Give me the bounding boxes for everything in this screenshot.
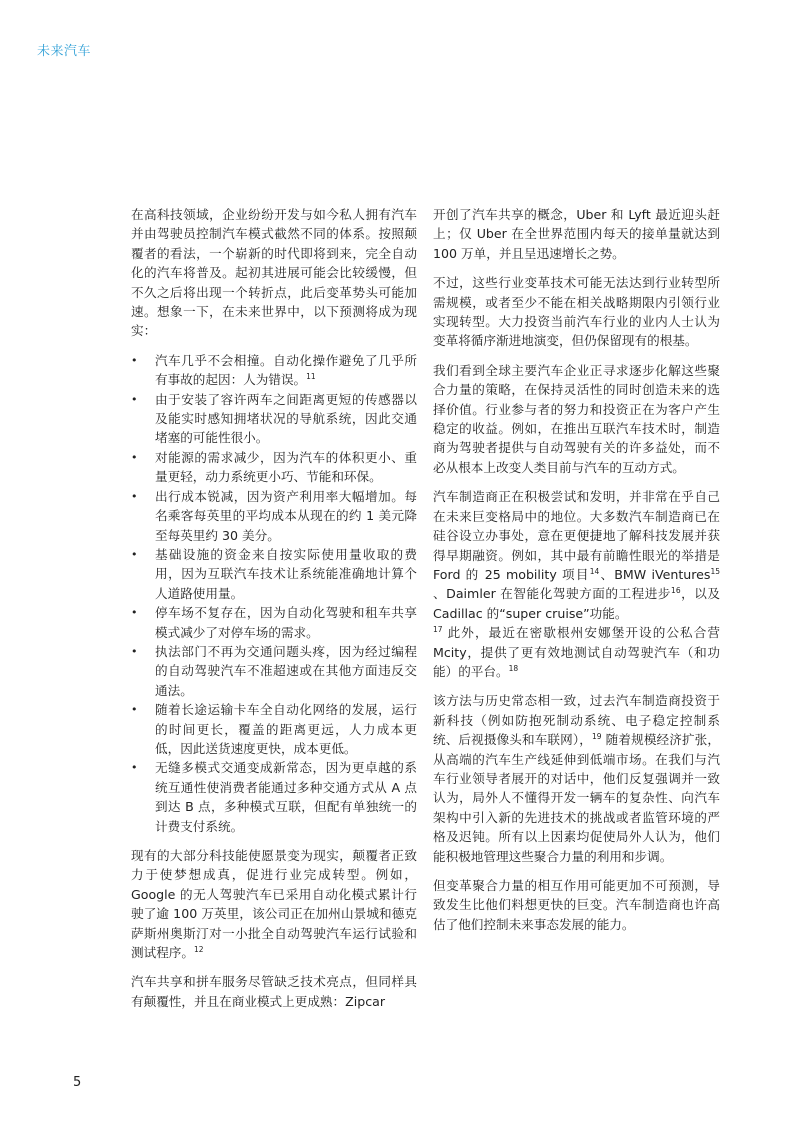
footnote-ref: 11 bbox=[306, 372, 316, 382]
list-item bbox=[131, 758, 417, 836]
list-item-text: 出行成本锐减，因为资产利用率大幅增加。每名乘客每英里的平均成本从现在的约 1 美元降至每英里约 30 美分。 bbox=[155, 488, 417, 543]
paragraph-text: 、BMW iVentures bbox=[599, 566, 711, 582]
page-number: 5 bbox=[73, 1075, 82, 1090]
paragraph-text: 该方法与历史常态相一致，过去汽车制造商投资于新科技（例如防抱死制动系统、电子稳定控制系统、后视摄像头和车联网）， bbox=[433, 693, 720, 748]
right-column bbox=[433, 205, 720, 944]
bullet-icon: • bbox=[131, 353, 138, 367]
bullet-icon: • bbox=[131, 703, 138, 717]
google-paragraph bbox=[131, 846, 417, 962]
paragraph-text: 汽车制造商正在积极尝试和发明，并非常在乎自己在未来巨变格局中的地位。大多数汽车制造商已在硅谷设立办事处，意在更便捷地了解科技发展并获得早期融资。例如，其中最有前瞻性眼光的举措是 Ford 的 25 mobility 项目 bbox=[433, 489, 720, 582]
bullet-icon: • bbox=[131, 644, 138, 658]
list-item bbox=[131, 603, 417, 642]
list-item bbox=[131, 390, 417, 448]
list-item bbox=[131, 448, 417, 487]
list-item-text: 由于安装了容许两车之间距离更短的传感器以及能实时感知拥堵状况的导航系统，因此交通堵塞的可能性很小。 bbox=[155, 391, 417, 446]
history-paragraph bbox=[433, 691, 720, 866]
continued-paragraph: 开创了汽车共享的概念，Uber 和 Lyft 最近迎头赶上；仅 Uber 在全世界范围内每天的接单量就达到 100 万单，并且呈迅速增长之势。 bbox=[433, 207, 720, 261]
conclusion-paragraph: 但变革聚合力量的相互作用可能更加不可预测，导致发生比他们料想更快的巨变。汽车制造商也许高估了他们控制未来事态发展的能力。 bbox=[433, 878, 720, 932]
transformation-paragraph: 不过，这些行业变革技术可能无法达到行业转型所需规模，或者至少不能在相关战略期限内引领行业实现转型。大力投资当前汽车行业的业内人士认为变革将循序渐进地演变，但仍保留现有的根基。 bbox=[433, 275, 720, 349]
strategy-paragraph: 我们看到全球主要汽车企业正寻求逐步化解这些聚合力量的策略，在保持灵活性的同时创造未来的选择价值。行业参与者的努力和投资正在为客户产生稳定的收益。例如，在推出互联汽车技术时，制造商为驾驶者提供与自动驾驶有关的许多益处，而不必从根本上改变人类目前与汽车的互动方式。 bbox=[433, 362, 720, 475]
list-item bbox=[131, 545, 417, 603]
bullet-icon: • bbox=[131, 450, 138, 464]
car-sharing-paragraph: 汽车共享和拼车服务尽管缺乏技术亮点，但同样具有颠覆性，并且在商业模式上更成熟：Zipcar bbox=[131, 974, 417, 1009]
intro-paragraph: 在高科技领域，企业纷纷开发与如今私人拥有汽车并由驾驶员控制汽车模式截然不同的体系。按照颠覆者的看法，一个崭新的时代即将到来，完全自动化的汽车将普及。起初其进展可能会比较缓慢，但不久之后将出现一个转折点，此后变革势头可能加速。想象一下，在未来世界中，以下预测将成为现实： bbox=[131, 207, 417, 339]
list-item-text: 执法部门不再为交通问题头疼，因为经过编程的自动驾驶汽车不准超速或在其他方面违反交通法。 bbox=[155, 643, 417, 698]
bullet-icon: • bbox=[131, 489, 138, 503]
paragraph-text: ，以及 Cadillac 的“super cruise”功能。 bbox=[433, 586, 720, 621]
list-item-text: 汽车几乎不会相撞。自动化操作避免了几乎所有事故的起因：人为错误。 bbox=[155, 352, 417, 388]
bullet-icon: • bbox=[131, 392, 138, 406]
list-item bbox=[131, 351, 417, 390]
list-item-text: 停车场不复存在，因为自动化驾驶和租车共享模式减少了对停车场的需求。 bbox=[155, 605, 417, 640]
list-item-text: 无缝多模式交通变成新常态，因为更卓越的系统互通性使消费者能通过多种交通方式从 A 点到达 B 点，多种模式互联，但配有单独统一的计费支付系统。 bbox=[155, 760, 417, 834]
header-title: 未来汽车 bbox=[37, 44, 92, 59]
list-item bbox=[131, 642, 417, 700]
bullet-icon: • bbox=[131, 606, 138, 620]
list-item-text: 随着长途运输卡车全自动化网络的发展，运行的时间更长，覆盖的距离更远，人力成本更低，因此送货速度更快，成本更低。 bbox=[155, 702, 417, 756]
footnote-ref: 17 bbox=[433, 624, 443, 634]
paragraph-text: 此外，最近在密歇根州安娜堡开设的公私合营 Mcity，提供了更有效地测试自动驾驶汽车（和功能）的平台。 bbox=[433, 625, 720, 679]
footnote-ref: 16 bbox=[671, 586, 681, 596]
left-column bbox=[131, 205, 417, 1021]
bullet-icon: • bbox=[131, 761, 138, 775]
footnote-ref: 18 bbox=[508, 663, 519, 673]
footnote-ref: 19 bbox=[592, 731, 602, 741]
footnote-ref: 15 bbox=[710, 566, 720, 576]
list-item-text: 对能源的需求减少，因为汽车的体积更小、重量更轻，动力系统更小巧、节能和环保。 bbox=[155, 449, 417, 485]
footnote-ref: 12 bbox=[193, 944, 204, 954]
list-item bbox=[131, 487, 417, 545]
paragraph-text: 现有的大部分科技能使愿景变为现实，颠覆者正致力于使梦想成真，促进行业完成转型。例如，Google 的无人驾驶汽车已采用自动化模式累计行驶了逾 100 万英里，该公司正在加州山景城和德克萨斯州奥斯汀对一小批全自动驾驶汽车运行试验和测试程序。 bbox=[131, 848, 417, 961]
bullet-icon: • bbox=[131, 547, 138, 561]
paragraph-text: 随着规模经济扩张，从高端的汽车生产线延伸到低端市场。在我们与汽车行业领导者展开的对话中，他们反复强调并一致认为，局外人不懂得开发一辆车的复杂性、向汽车架构中引入新的先进技术的挑战或者监管环境的严格及迟钝。所有以上因素均促使局外人认为，他们能积极地管理这些聚合力量的利用和步调。 bbox=[433, 732, 720, 864]
automaker-paragraph bbox=[433, 487, 720, 681]
list-item bbox=[131, 700, 417, 758]
paragraph-text: 、Daimler 在智能化驾驶方面的工程进步 bbox=[433, 586, 672, 602]
footnote-ref: 14 bbox=[589, 566, 600, 576]
prediction-list bbox=[131, 351, 417, 836]
list-item-text: 基础设施的资金来自按实际使用量收取的费用，因为互联汽车技术让系统能准确地计算个人道路使用量。 bbox=[155, 546, 417, 601]
